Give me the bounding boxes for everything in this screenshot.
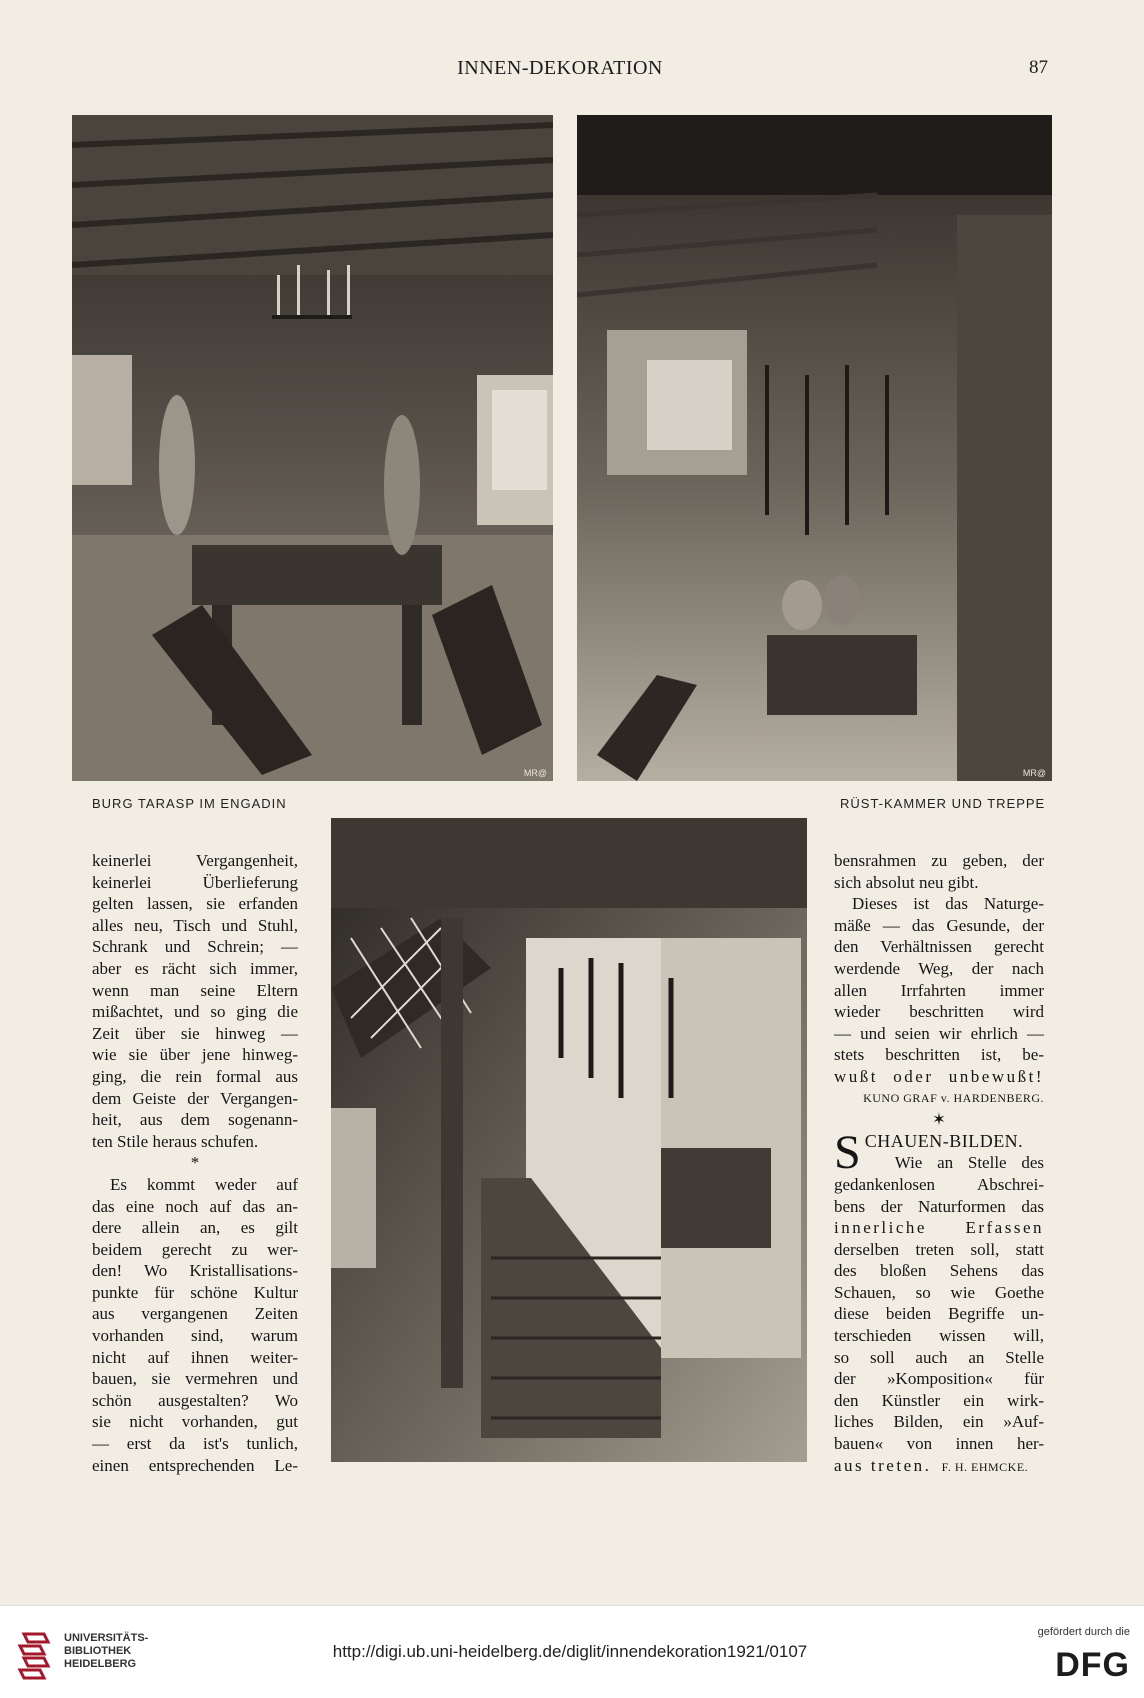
author-signature: KUNO GRAF v. HARDENBERG. — [863, 1090, 1044, 1105]
text-line: dere allein an, es gilt — [92, 1218, 298, 1238]
text-line: allen Irrfahrten immer — [834, 980, 1044, 1000]
text-line: ten Stile heraus schufen. — [92, 1131, 259, 1151]
text-line: wie sie über jene hinweg- — [92, 1045, 298, 1065]
text-line: heit, aus dem sogenann- — [92, 1110, 298, 1130]
text-line: vorhanden sind, warum — [92, 1326, 298, 1346]
page-number: 87 — [1029, 57, 1048, 78]
photo-monogram: MR@ — [523, 768, 547, 778]
journal-title: INNEN-DEKORATION — [457, 57, 663, 79]
text-line: aber es rächt sich immer, — [92, 958, 298, 978]
text-line: wenn man seine Eltern — [92, 980, 298, 1000]
text-line: alles neu, Tisch und Stuhl, — [92, 915, 298, 935]
source-url-link[interactable]: http://digi.ub.uni-heidelberg.de/diglit/innendekoration1921/0107 — [332, 1642, 808, 1661]
section-star: ✶ — [931, 1110, 947, 1130]
heading-text: CHAUEN-BILDEN. — [864, 1130, 1024, 1151]
text-line: so soll auch an Stelle — [834, 1347, 1044, 1367]
university-library-logo-icon — [14, 1628, 56, 1684]
photo-staircase-illustration — [331, 818, 807, 1462]
text-line: des bloßen Sehens das — [834, 1261, 1044, 1281]
text-line: beidem gerecht zu wer- — [92, 1239, 298, 1259]
digitization-footer — [0, 1605, 1144, 1698]
text-line: liches Bilden, ein »Auf- — [834, 1412, 1044, 1432]
library-line: UNIVERSITÄTS- — [64, 1632, 149, 1644]
photo-staircase — [331, 818, 807, 1462]
text-line: mäße — das Gesunde, der — [834, 915, 1044, 935]
text-line: bensrahmen zu geben, der — [834, 851, 1044, 870]
text-line: werdende Weg, der nach — [834, 958, 1044, 978]
text-line: den Verhältnissen gerecht — [834, 937, 1044, 957]
library-name — [64, 1632, 148, 1671]
text-line: stets beschritten ist, be- — [834, 1045, 1044, 1065]
text-line: Schrank und Schrein; — — [92, 937, 298, 957]
text-line: bens der Naturformen das — [834, 1196, 1044, 1216]
text-line: Wie an Stelle des — [894, 1153, 1044, 1173]
closing-line — [834, 1455, 1044, 1477]
text-line: schön ausgestalten? Wo — [92, 1390, 298, 1410]
text-line: sie nicht vorhanden, gut — [92, 1412, 298, 1432]
text-line: bauen« von innen her- — [834, 1434, 1044, 1454]
text-line: punkte für schöne Kultur — [92, 1282, 298, 1302]
photo-armoury — [577, 115, 1052, 781]
text-line: Es kommt weder auf — [110, 1174, 298, 1194]
text-line: den! Wo Kristallisations- — [92, 1261, 298, 1281]
text-line: diese beiden Begriffe un- — [834, 1304, 1044, 1324]
left-text-column — [92, 850, 298, 1476]
photo-monogram: MR@ — [1022, 768, 1046, 778]
text-line: bauen, sie vermehren und — [92, 1369, 298, 1389]
library-line: BIBLIOTHEK — [64, 1645, 132, 1657]
funded-by-text: gefördert durch die — [1037, 1626, 1130, 1638]
photo-armoury-illustration — [577, 115, 1052, 781]
text-line: einen entsprechenden Le- — [92, 1455, 298, 1475]
text-line: mißachtet, und so ging die — [92, 1002, 298, 1022]
text-line: aus treten. — [834, 1455, 932, 1475]
text-line: der »Komposition« für — [834, 1369, 1044, 1389]
text-line: Dieses ist das Naturge- — [852, 894, 1044, 914]
section-star: * — [190, 1153, 200, 1173]
dfg-logo: DFG — [1055, 1646, 1130, 1684]
text-line: wieder beschritten wird — [834, 1002, 1044, 1022]
text-line: wußt oder unbewußt! — [834, 1066, 1044, 1086]
text-line: Schauen, so wie Goethe — [834, 1282, 1044, 1302]
text-line: — erst da ist's tunlich, — [92, 1434, 298, 1454]
text-line: keinerlei Vergangenheit, — [92, 851, 298, 870]
text-line: innerliche Erfassen — [834, 1218, 1044, 1238]
text-line: — und seien wir ehrlich — — [834, 1023, 1044, 1043]
text-line: das eine noch auf das an- — [92, 1196, 298, 1216]
text-line: ging, die rein formal aus — [92, 1066, 298, 1086]
library-line: HEIDELBERG — [64, 1658, 137, 1670]
text-line: aus vergangenen Zeiten — [92, 1304, 298, 1324]
text-line: Zeit über sie hinweg — — [92, 1023, 298, 1043]
text-line: nicht auf ihnen weiter- — [92, 1347, 298, 1367]
text-line: derselben treten soll, statt — [834, 1239, 1044, 1259]
text-line: terschieden wissen will, — [834, 1326, 1044, 1346]
text-line: gelten lassen, sie erfanden — [92, 894, 298, 914]
photo-dining-room — [72, 115, 553, 781]
caption-right: RÜST-KAMMER UND TREPPE — [840, 796, 1046, 811]
text-line: sich absolut neu gibt. — [834, 872, 979, 892]
text-line: dem Geiste der Vergangen- — [92, 1088, 298, 1108]
photo-dining-room-illustration — [72, 115, 553, 781]
right-text-column — [834, 850, 1044, 1476]
text-line: gedankenlosen Abschrei- — [834, 1174, 1044, 1194]
caption-left: BURG TARASP IM ENGADIN — [92, 796, 287, 811]
text-line: keinerlei Überlieferung — [92, 872, 298, 892]
text-line: den Künstler ein wirk- — [834, 1390, 1044, 1410]
running-header — [0, 55, 1144, 85]
drop-capital: S — [834, 1125, 861, 1179]
author-signature: F. H. EHMCKE. — [941, 1459, 1029, 1474]
